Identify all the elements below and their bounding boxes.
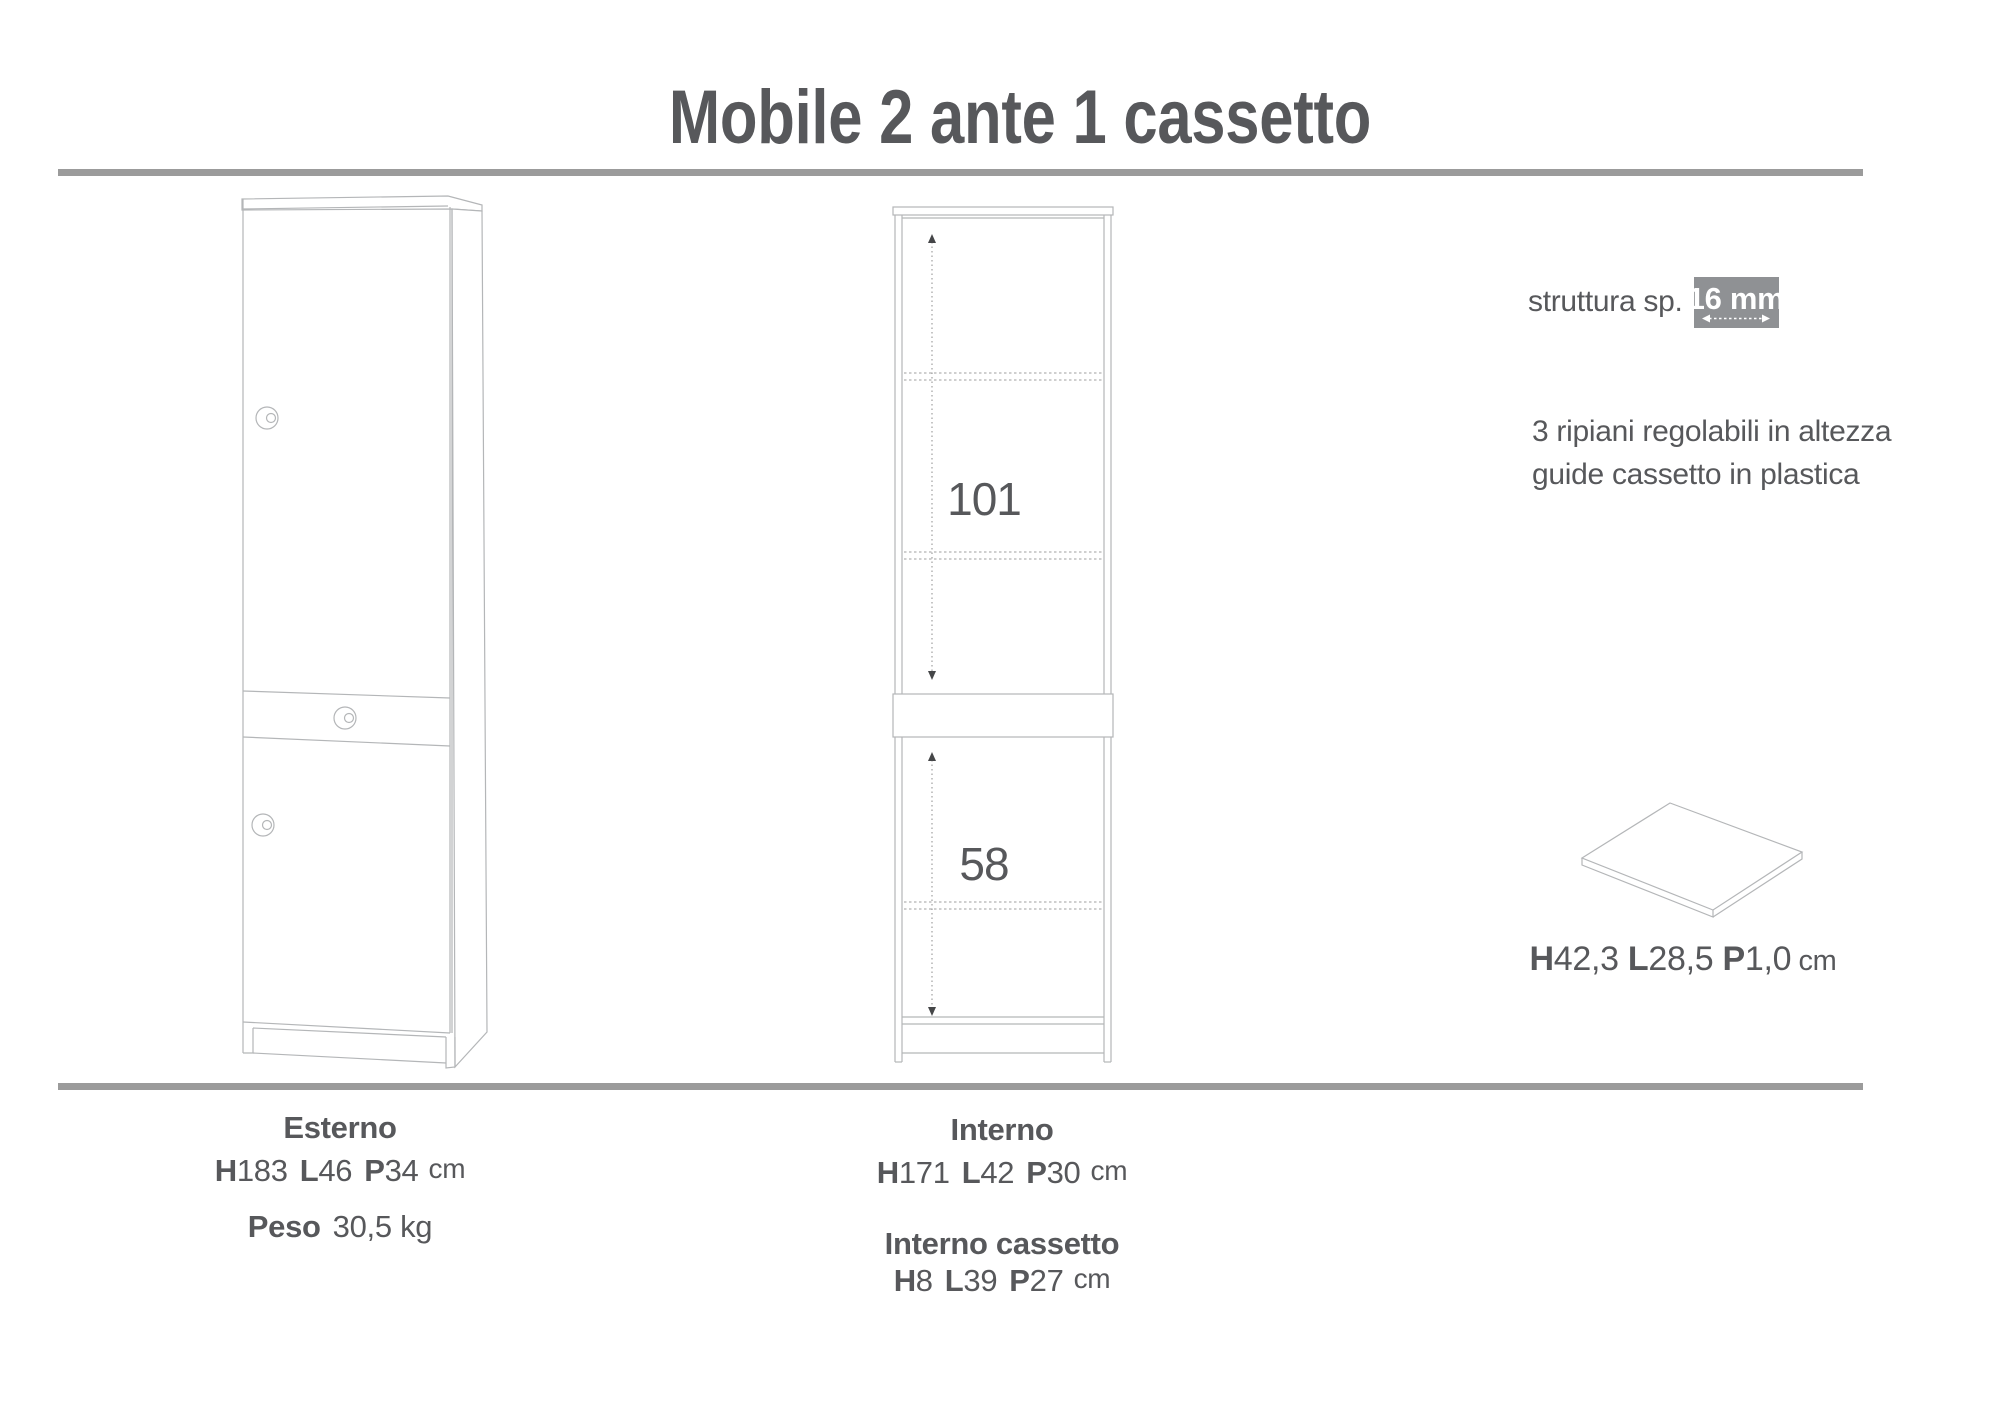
shelf-line-2 [904, 552, 1102, 559]
internal-height-lower: 58 [959, 838, 1009, 890]
arrow-down-icon [928, 671, 936, 680]
arrow-up-icon [928, 234, 936, 243]
cabinet-front-view [230, 190, 495, 1075]
arrow-up-icon [928, 752, 936, 761]
shelf-panel-view [1570, 790, 1820, 930]
interno-heading: Interno [950, 1112, 1054, 1147]
esterno-dim-unit: cm [428, 1153, 466, 1184]
shelf-dimensions [1528, 940, 1838, 979]
dimension-line-lower [928, 752, 936, 1016]
structure-thickness-badge [1687, 277, 1785, 328]
cabinet-left-foot [243, 1028, 253, 1053]
shelf-line-3 [904, 902, 1102, 909]
features-line-2: guide cassetto in plastica [1532, 458, 1860, 491]
esterno-dimensions [180, 1153, 500, 1189]
drawer-knob [334, 707, 356, 729]
shelf-dim-h: H42,3 [1529, 940, 1619, 978]
shelf-dim-p: P1,0 [1722, 940, 1792, 978]
shelf-dim-l: L28,5 [1627, 940, 1714, 978]
cassetto-dim-h: H8 [893, 1263, 933, 1298]
esterno-heading: Esterno [283, 1110, 397, 1145]
arrow-down-icon [928, 1007, 936, 1016]
cabinet-internal-view [885, 200, 1125, 1070]
interno-dimensions [842, 1155, 1162, 1191]
interno-dim-h: H171 [876, 1155, 950, 1190]
features-note [1532, 410, 1891, 496]
page-title: Mobile 2 ante 1 cassetto [668, 75, 1372, 160]
cabinet-right-foot [446, 1037, 455, 1068]
cabinet-side-panel [452, 209, 487, 1067]
cassetto-dim-p: P27 [1009, 1263, 1064, 1298]
door-knob-lower [252, 814, 274, 836]
width-arrow-icon [1702, 314, 1770, 323]
internal-height-upper: 101 [947, 473, 1021, 525]
door-knob-upper [256, 407, 278, 429]
peso-label: Peso [247, 1209, 321, 1244]
internal-top-panel [893, 207, 1113, 215]
bottom-divider [58, 1083, 1863, 1090]
esterno-dim-l: L46 [299, 1153, 353, 1188]
structure-thickness-value: 16 mm [1687, 280, 1785, 316]
shelf-line-1 [904, 373, 1102, 380]
cassetto-dim-unit: cm [1073, 1263, 1111, 1294]
esterno-dim-p: P34 [364, 1153, 419, 1188]
structure-thickness-label: struttura sp. [1528, 285, 1683, 318]
top-divider [58, 169, 1863, 176]
peso-value: 30,5 kg [332, 1209, 433, 1244]
interno-dim-unit: cm [1090, 1155, 1128, 1186]
interno-cassetto-heading: Interno cassetto [884, 1226, 1120, 1261]
esterno-weight [180, 1209, 500, 1245]
interno-dim-p: P30 [1026, 1155, 1081, 1190]
interno-cassetto-dimensions [842, 1263, 1162, 1299]
interno-dim-l: L42 [961, 1155, 1015, 1190]
esterno-dim-h: H183 [214, 1153, 288, 1188]
shelf-dim-unit: cm [1798, 945, 1837, 977]
internal-drawer [893, 694, 1113, 737]
cassetto-dim-l: L39 [944, 1263, 998, 1298]
structure-thickness-row [1528, 276, 1785, 328]
dimension-line-upper [928, 234, 936, 680]
features-line-1: 3 ripiani regolabili in altezza [1532, 415, 1892, 448]
